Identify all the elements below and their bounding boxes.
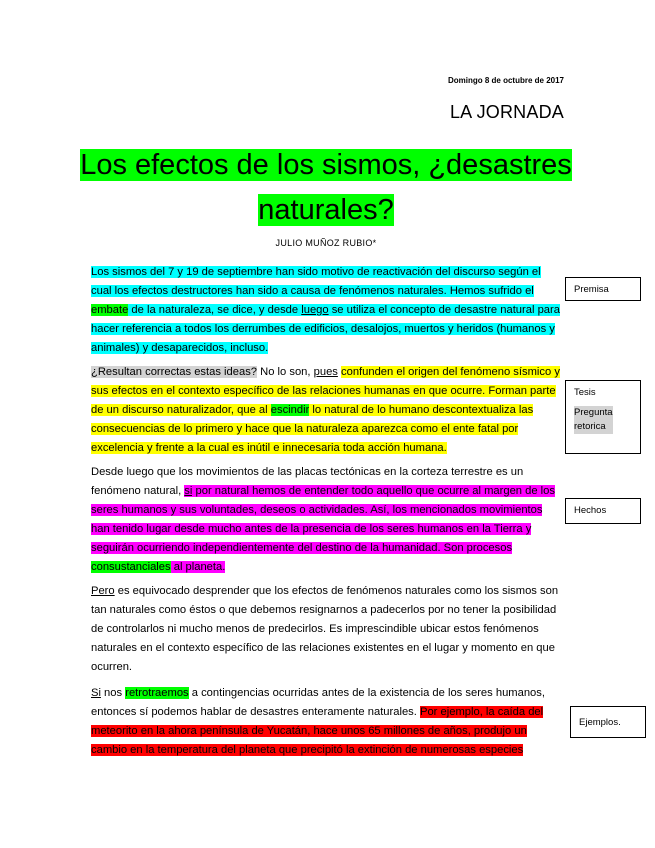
example-text: Por ejemplo, la caída del meteorito en la ahora península de Yucatán, hace unos 65 millones de años, produjo un cambio en la temperatura del planeta que precipitó la extinción de numerosas especies [91,706,544,756]
title-line-1: Los efectos de los sismos, ¿desastres [80,149,572,181]
annotation-label: Pregunta [574,407,613,418]
annotation-label: retorica [574,421,606,432]
title-line-2: naturales? [258,194,394,226]
premise-text: Los sismos del 7 y 19 de septiembre han sido motivo de reactivación del discurso según el cual los efectos destructores han sido a causa de fenómenos naturales. Hemos sufrido el [91,266,541,297]
plain-text: es equivocado desprender que los efectos de fenómenos naturales como los sismos son tan naturales como éstos o que debemos resignarnos a padecerlos por no tener la posibilidad de controlarlos ni mucho menos de predecirlos. Es imprescindible ubicar estos fenómenos naturales en el contexto específico de las relaciones existentes en el lugar y momento en que ocurren. [91,585,559,673]
article-title [60,143,592,233]
annotation-rhetorical [574,406,613,434]
article-date: Domingo 8 de octubre de 2017 [447,76,564,85]
rhetorical-question: ¿Resultan correctas estas ideas? [91,366,258,378]
annotation-box-premisa [565,277,641,301]
facts-text: por natural hemos de entender todo aquello que ocurre al margen de los seres humanos y sus voluntades, deseos o actividades. Así, los mencionados movimientos han tenido lugar desde mucho antes de la presencia de los seres humanos en la Tierra y seguirán ocurriendo independientemente del destino de la humanidad. Son procesos [91,485,555,554]
paragraph-thesis [91,363,563,458]
annotation-label: Hechos [574,505,607,516]
annotation-label: Ejemplos. [579,717,621,728]
connector-word: Pero [91,585,115,597]
annotation-box-tesis [565,380,641,454]
paragraph-argument [91,582,563,677]
thesis-text: confunden el origen del fenómeno sísmico y sus efectos en el contexto específico de las relaciones humanas en que ocurre. Forman parte de un discurso naturalizador, que al [91,366,560,416]
connector-word: luego [301,304,329,316]
facts-text: al planeta. [170,561,226,573]
premise-text: se utiliza el concepto de desastre natural para hacer referencia a todos los derrumbes de edificios, desalojos, muertos y heridos (humanos y animales) y desaparecidos, incluso. [91,304,560,354]
paragraph-facts [91,463,563,577]
plain-text: Desde luego que los movimientos de las placas tectónicas en la corteza terrestre es un fenómeno natural, [91,466,524,497]
annotation-box-hechos [565,498,641,524]
highlight-word: consustanciales [91,561,171,573]
plain-text: nos [100,687,126,699]
plain-text: No lo son, [257,366,314,378]
thesis-text: lo natural de lo humano descontextualiza las consecuencias de lo primero y hace que la naturaleza aparezca como el ente fatal por excelencia y frente a la cual es inútil e innecesaria toda acción humana. [91,404,534,454]
annotation-label: Tesis [574,387,596,398]
highlight-word: escindir [270,404,310,416]
annotation-label: Premisa [574,284,609,295]
article-author: JULIO MUÑOZ RUBIO* [275,238,377,248]
highlight-word: embate [91,304,129,316]
paragraph-premise [91,263,563,358]
plain-text: a contingencias ocurridas antes de la existencia de los seres humanos, entonces sí podemos hablar de desastres enteramente naturales. [91,687,545,718]
newspaper-masthead: LA JORNADA [449,102,564,122]
highlight-word: retrotraemos [125,687,189,699]
paragraph-examples [91,684,563,760]
connector-word: si [184,485,193,497]
connector-word: Si [91,687,101,699]
premise-text: de la naturaleza, se dice, y desde [128,304,302,316]
annotation-box-ejemplos [570,706,646,738]
connector-word: pues [313,366,338,378]
